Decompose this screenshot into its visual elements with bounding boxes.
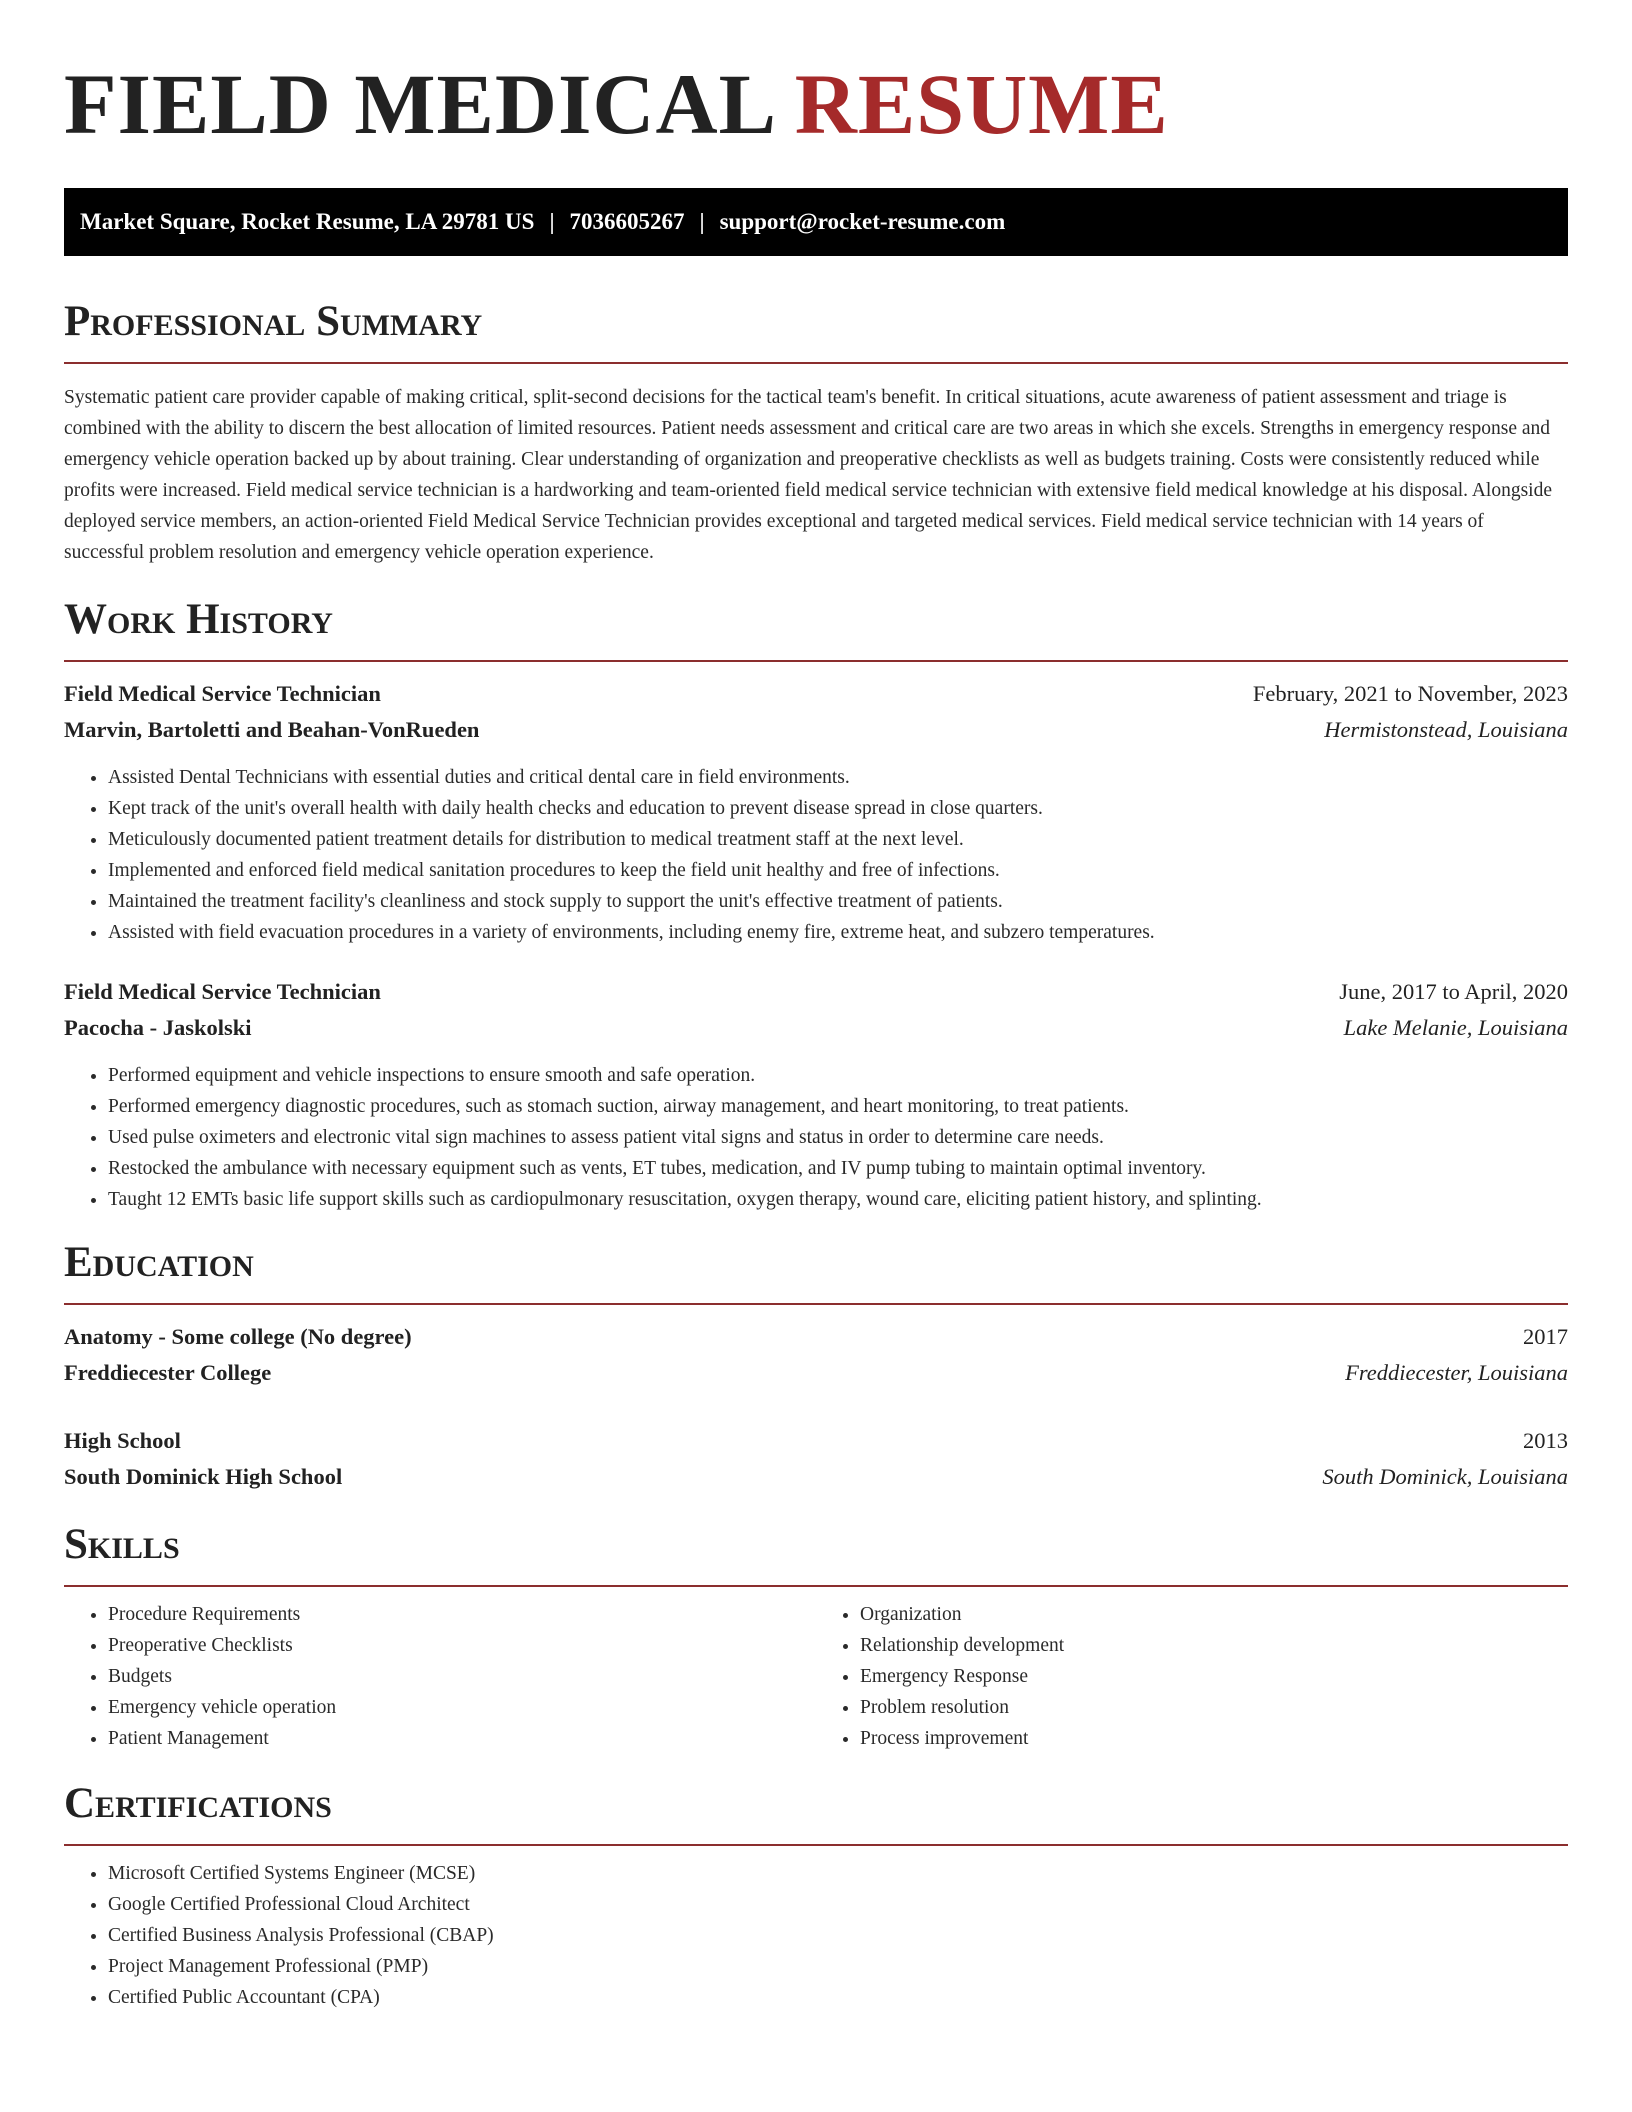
certification-item: • Microsoft Certified Systems Engineer (MCSE) [108, 1858, 1568, 1889]
skill-item: • Emergency Response [860, 1661, 1568, 1692]
section-divider [64, 362, 1568, 364]
education-heading: Education [64, 1239, 254, 1286]
list-item: • Meticulously documented patient treatment details for distribution to medical treatment staff at the next level. [108, 824, 1568, 855]
skills-list-left [64, 1599, 816, 1754]
education-school: Freddiecester College [64, 1360, 272, 1385]
skill-item: • Patient Management [108, 1723, 816, 1754]
contact-separator: | [699, 209, 705, 234]
list-item: • Taught 12 EMTs basic life support skills such as cardiopulmonary resuscitation, oxygen therapy, wound care, eliciting patient history, and splinting. [108, 1184, 1568, 1215]
job-duties [64, 1060, 1568, 1215]
education-location: Freddiecester, Louisiana [1345, 1360, 1568, 1385]
list-item: • Implemented and enforced field medical sanitation procedures to keep the field unit healthy and free of infections. [108, 855, 1568, 886]
summary-heading: Professional Summary [64, 298, 483, 345]
work-heading: Work History [64, 596, 333, 643]
resume-title [64, 58, 1568, 150]
education-section [64, 1239, 1568, 1495]
certifications-section [64, 1780, 1568, 2013]
job-entry [64, 676, 1568, 948]
list-item: • Performed equipment and vehicle inspections to ensure smooth and safe operation. [108, 1060, 1568, 1091]
certifications-heading: Certifications [64, 1780, 332, 1827]
education-entry [64, 1423, 1568, 1495]
contact-phone[interactable]: 7036605267 [569, 209, 685, 234]
skill-item: • Preoperative Checklists [108, 1630, 816, 1661]
work-section [64, 596, 1568, 1215]
certification-item: • Project Management Professional (PMP) [108, 1951, 1568, 1982]
job-entry [64, 974, 1568, 1215]
title-main: FIELD MEDICAL [64, 56, 773, 152]
skills-grid [64, 1599, 1568, 1754]
list-item: • Assisted with field evacuation procedures in a variety of environments, including enemy fire, extreme heat, and subzero temperatures. [108, 917, 1568, 948]
job-location: Lake Melanie, Louisiana [1343, 1015, 1568, 1040]
job-header [64, 676, 1568, 712]
list-item: • Kept track of the unit's overall health with daily health checks and education to prevent disease spread in close quarters. [108, 793, 1568, 824]
job-title: Field Medical Service Technician [64, 979, 381, 1004]
skills-heading: Skills [64, 1521, 180, 1568]
summary-text: Systematic patient care provider capable of making critical, split-second decisions for the tactical team's benefit. In critical situations, acute awareness of patient assessment and triage is combined with the ability to discern the best allocation of limited resources. Patient needs assessment and critical care are two areas in which she excels. Strengths in emergency response and emergency vehicle operation backed up by about training. Clear understanding of organization and preoperative checklists as well as budgets training. Costs were consistently reduced while profits were increased. Field medical service technician is a hardworking and team-oriented field medical service technician with extensive field medical knowledge at his disposal. Alongside deployed service members, an action-oriented Field Medical Service Technician provides exceptional and targeted medical services. Field medical service technician with 14 years of successful problem resolution and emergency vehicle operation experience. [64, 387, 1552, 563]
job-subheader [64, 1010, 1568, 1046]
skills-section [64, 1521, 1568, 1754]
job-dates: February, 2021 to November, 2023 [1252, 681, 1568, 706]
education-header [64, 1319, 1568, 1355]
skill-item: • Process improvement [860, 1723, 1568, 1754]
contact-separator: | [549, 209, 555, 234]
skill-item: • Relationship development [860, 1630, 1568, 1661]
certification-item: • Certified Public Accountant (CPA) [108, 1982, 1568, 2013]
list-item: • Used pulse oximeters and electronic vital sign machines to assess patient vital signs and status in order to determine care needs. [108, 1122, 1568, 1153]
skill-item: • Budgets [108, 1661, 816, 1692]
education-school: South Dominick High School [64, 1464, 343, 1489]
job-header [64, 974, 1568, 1010]
education-entry [64, 1319, 1568, 1391]
education-year: 2013 [1523, 1428, 1568, 1453]
education-location: South Dominick, Louisiana [1322, 1464, 1568, 1489]
list-item: • Maintained the treatment facility's cleanliness and stock supply to support the unit's effective treatment of patients. [108, 886, 1568, 917]
job-duties [64, 762, 1568, 948]
section-divider [64, 1303, 1568, 1305]
section-divider [64, 660, 1568, 662]
skill-item: • Procedure Requirements [108, 1599, 816, 1630]
list-item: • Restocked the ambulance with necessary equipment such as vents, ET tubes, medication, and IV pump tubing to maintain optimal inventory. [108, 1153, 1568, 1184]
list-item: • Assisted Dental Technicians with essential duties and critical dental care in field environments. [108, 762, 1568, 793]
contact-bar [64, 188, 1568, 256]
education-subheader [64, 1459, 1568, 1495]
section-divider [64, 1585, 1568, 1587]
certification-item: • Google Certified Professional Cloud Architect [108, 1889, 1568, 1920]
skills-list-right [816, 1599, 1568, 1754]
summary-section [64, 298, 1568, 568]
certification-item: • Certified Business Analysis Professional (CBAP) [108, 1920, 1568, 1951]
job-subheader [64, 712, 1568, 748]
job-location: Hermistonstead, Louisiana [1324, 717, 1568, 742]
certifications-list [64, 1858, 1568, 2013]
education-year: 2017 [1523, 1324, 1568, 1349]
skill-item: • Problem resolution [860, 1692, 1568, 1723]
title-accent: RESUME [794, 56, 1169, 152]
contact-address: Market Square, Rocket Resume, LA 29781 US [80, 209, 535, 234]
job-title: Field Medical Service Technician [64, 681, 381, 706]
job-company: Pacocha - Jaskolski [64, 1015, 252, 1040]
education-header [64, 1423, 1568, 1459]
job-company: Marvin, Bartoletti and Beahan-VonRueden [64, 717, 480, 742]
contact-email[interactable]: support@rocket-resume.com [719, 209, 1006, 234]
skill-item: • Emergency vehicle operation [108, 1692, 816, 1723]
section-divider [64, 1844, 1568, 1846]
job-dates: June, 2017 to April, 2020 [1339, 979, 1568, 1004]
skill-item: • Organization [860, 1599, 1568, 1630]
list-item: • Performed emergency diagnostic procedures, such as stomach suction, airway management, and heart monitoring, to treat patients. [108, 1091, 1568, 1122]
education-degree: Anatomy - Some college (No degree) [64, 1324, 412, 1349]
education-subheader [64, 1355, 1568, 1391]
education-degree: High School [64, 1428, 181, 1453]
